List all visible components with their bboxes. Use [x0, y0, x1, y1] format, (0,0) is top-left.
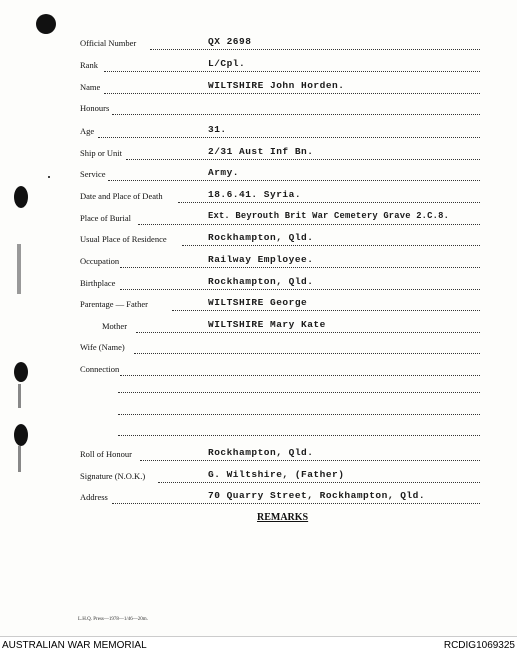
parentage-father-label: Parentage — Father	[80, 299, 148, 309]
wife-row	[80, 340, 480, 356]
parentage-father-row	[80, 297, 480, 313]
age-value: 31.	[208, 124, 227, 135]
place-of-burial-row	[80, 211, 480, 227]
birthplace-value: Rockhampton, Qld.	[208, 276, 314, 287]
occupation-value: Railway Employee.	[208, 254, 314, 265]
name-row	[80, 80, 480, 96]
roll-of-honour-value: Rockhampton, Qld.	[208, 447, 314, 458]
official-number-row	[80, 36, 480, 52]
service-label: Service	[80, 169, 106, 179]
parentage-father-value: WILTSHIRE George	[208, 297, 308, 308]
archive-footer	[0, 636, 517, 655]
dotted-line	[108, 168, 480, 181]
birthplace-row	[80, 276, 480, 292]
footer-id: RCDIG1069325	[443, 640, 515, 651]
address-value: 70 Quarry Street, Rockhampton, Qld.	[208, 490, 426, 501]
name-value: WILTSHIRE John Horden.	[208, 80, 345, 91]
ship-or-unit-row	[80, 146, 480, 162]
name-label: Name	[80, 82, 101, 92]
wife-label: Wife (Name)	[80, 342, 125, 352]
address-row	[80, 490, 480, 506]
honours-label: Honours	[80, 103, 110, 113]
address-label: Address	[80, 492, 108, 502]
signature-row	[80, 469, 480, 485]
dotted-line	[134, 341, 480, 354]
occupation-label: Occupation	[80, 256, 120, 266]
date-place-death-value: 18.6.41. Syria.	[208, 189, 302, 200]
roll-of-honour-row	[80, 447, 480, 463]
mother-label: Mother	[102, 321, 128, 331]
scan-speck	[48, 176, 50, 178]
punch-hole-lower	[14, 424, 28, 446]
punch-hole-upper	[14, 186, 28, 208]
honours-row	[80, 101, 480, 117]
service-row	[80, 167, 480, 183]
binding-mark	[18, 446, 21, 472]
remarks-heading: REMARKS	[257, 512, 309, 523]
place-of-burial-value: Ext. Beyrouth Brit War Cemetery Grave 2.C.8.	[208, 211, 450, 221]
dotted-line	[150, 37, 480, 50]
footer-source: AUSTRALIAN WAR MEMORIAL	[2, 640, 147, 651]
official-number-value: QX 2698	[208, 36, 252, 47]
dotted-line	[98, 125, 480, 138]
connection-row	[80, 362, 480, 378]
connection-line	[118, 391, 480, 393]
signature-label: Signature (N.O.K.)	[80, 471, 146, 481]
ship-or-unit-label: Ship or Unit	[80, 148, 123, 158]
rank-row	[80, 58, 480, 74]
roll-of-honour-label: Roll of Honour	[80, 449, 132, 459]
press-imprint: L.H.Q. Press—1978—1/46—20m.	[78, 617, 148, 622]
signature-value: G. Wiltshire, (Father)	[208, 469, 345, 480]
place-of-burial-label: Place of Burial	[80, 213, 131, 223]
connection-line	[118, 413, 480, 415]
usual-residence-row	[80, 232, 480, 248]
connection-line	[118, 434, 480, 436]
usual-residence-label: Usual Place of Residence	[80, 234, 167, 244]
dotted-line	[104, 59, 480, 72]
age-label: Age	[80, 126, 95, 136]
mother-row	[80, 319, 480, 335]
connection-label: Connection	[80, 364, 120, 374]
punch-hole-top	[36, 14, 56, 34]
dotted-line	[112, 102, 480, 115]
rank-value: L/Cpl.	[208, 58, 246, 69]
usual-residence-value: Rockhampton, Qld.	[208, 232, 314, 243]
dotted-line	[120, 363, 480, 376]
occupation-row	[80, 254, 480, 270]
birthplace-label: Birthplace	[80, 278, 116, 288]
official-number-label: Official Number	[80, 38, 137, 48]
binding-mark	[17, 244, 21, 294]
ship-or-unit-value: 2/31 Aust Inf Bn.	[208, 146, 314, 157]
mother-value: WILTSHIRE Mary Kate	[208, 319, 326, 330]
rank-label: Rank	[80, 60, 98, 70]
date-place-death-row	[80, 189, 480, 205]
service-value: Army.	[208, 167, 240, 178]
age-row	[80, 124, 480, 140]
date-place-death-label: Date and Place of Death	[80, 191, 163, 201]
binding-mark	[18, 384, 21, 408]
punch-hole-middle	[14, 362, 28, 382]
